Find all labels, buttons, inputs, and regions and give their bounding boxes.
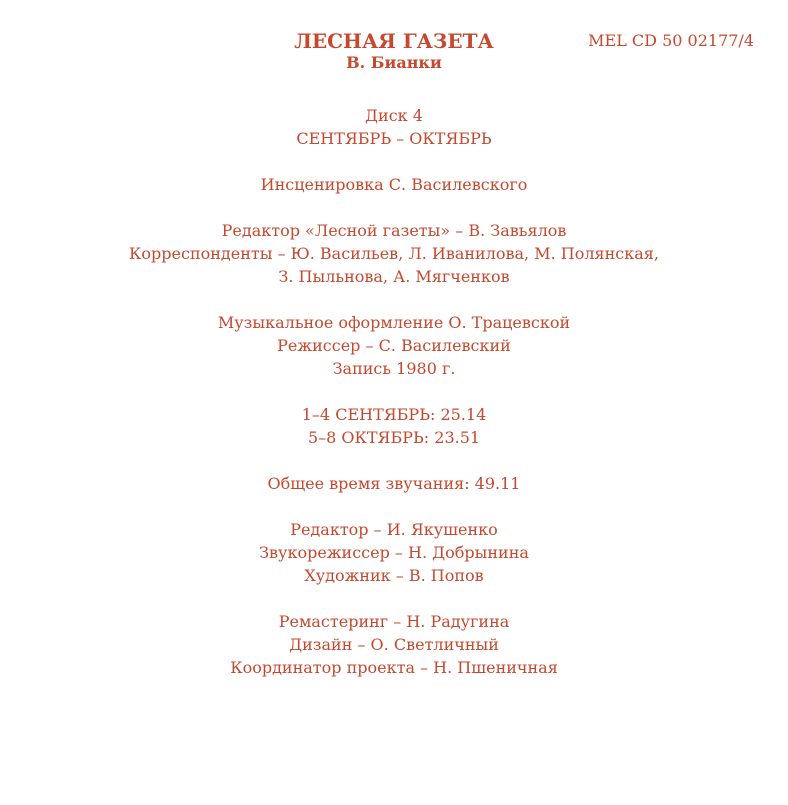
adaptation-block	[0, 173, 788, 196]
sound-engineer-credit: Звукорежиссер – Н. Добрынина	[259, 543, 529, 562]
release-editor-credit: Редактор – И. Якушенко	[290, 520, 498, 539]
music-credit: Музыкальное оформление О. Трацевской	[217, 313, 571, 332]
recording-year: Запись 1980 г.	[332, 359, 456, 378]
correspondents-credit: Корреспонденты – Ю. Васильев, Л. Иванилова, М. Полянская,	[129, 244, 659, 263]
release-staff-block	[0, 518, 788, 587]
duration-block	[0, 472, 788, 495]
tracklist-block	[0, 403, 788, 449]
artist-credit: Художник – В. Попов	[304, 566, 484, 585]
design-credit: Дизайн – О. Светличный	[289, 635, 499, 654]
coordinator-credit: Координатор проекта – Н. Пшеничная	[230, 658, 558, 677]
production-block	[0, 311, 788, 380]
track-range-october: 5–8 ОКТЯБРЬ: 23.51	[307, 428, 481, 447]
disc-info-block	[0, 104, 788, 150]
total-duration: Общее время звучания: 49.11	[267, 474, 521, 493]
director-credit: Режиссер – С. Василевский	[277, 336, 511, 355]
remastering-credit: Ремастеринг – Н. Радугина	[278, 612, 510, 631]
catalog-number: MEL CD 50 02177/4	[588, 31, 754, 50]
editor-credit: Редактор «Лесной газеты» – В. Завьялов	[221, 221, 567, 240]
album-author: В. Бианки	[346, 53, 442, 72]
adaptation-credit: Инсценировка С. Василевского	[260, 175, 528, 194]
disc-months: СЕНТЯБРЬ – ОКТЯБРЬ	[296, 129, 492, 148]
remaster-block	[0, 610, 788, 679]
track-range-september: 1–4 СЕНТЯБРЬ: 25.14	[301, 405, 487, 424]
correspondents-credit-continued: З. Пыльнова, А. Мягченков	[278, 267, 510, 286]
disc-number: Диск 4	[365, 106, 423, 125]
album-title: ЛЕСНАЯ ГАЗЕТА	[294, 29, 494, 53]
credits-sheet	[0, 29, 788, 679]
editorial-block	[0, 219, 788, 288]
